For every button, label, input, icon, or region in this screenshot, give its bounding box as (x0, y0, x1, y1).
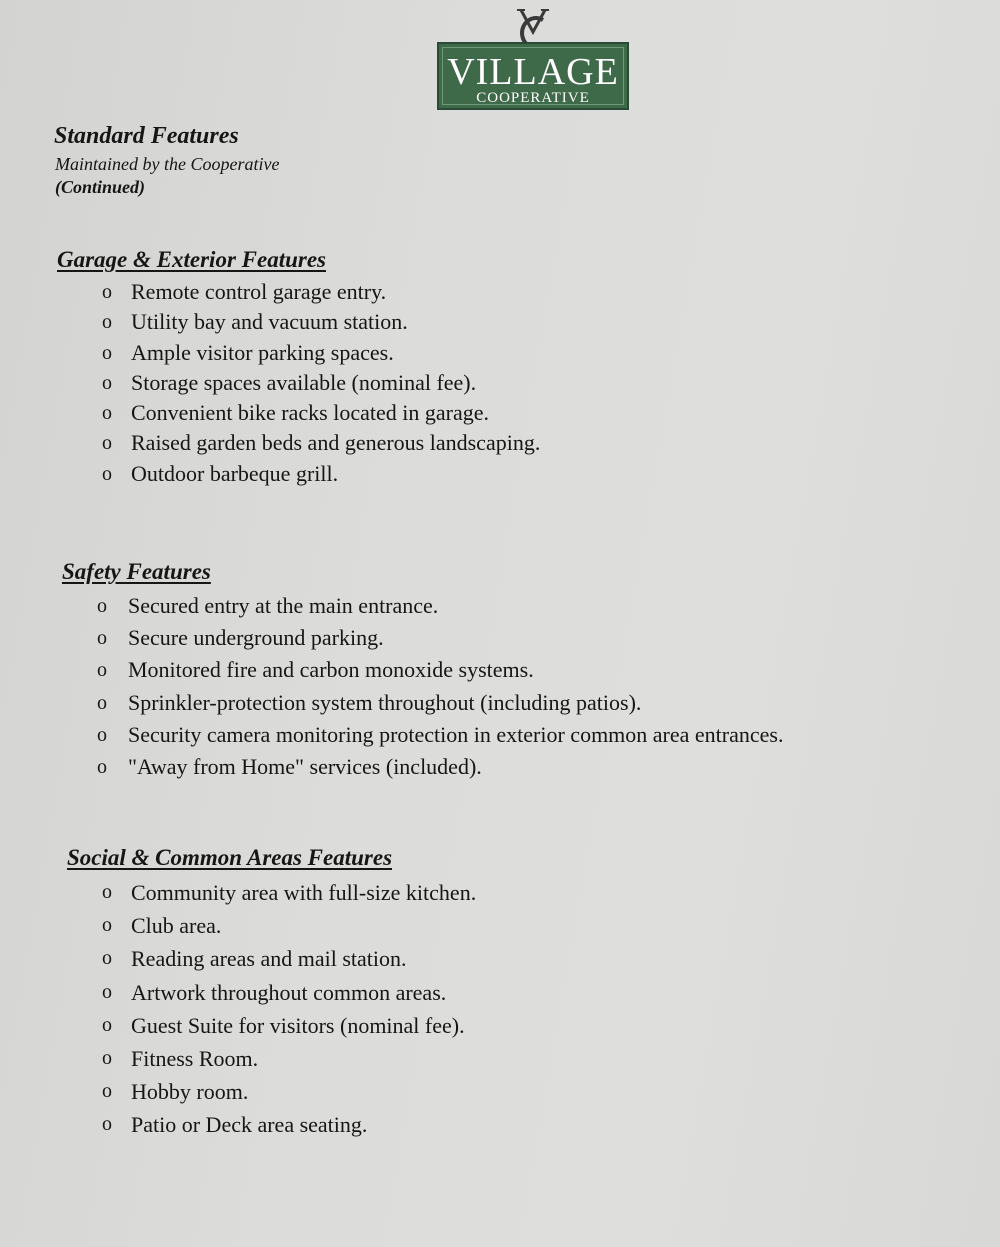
list-item (92, 654, 534, 686)
section-heading: Garage & Exterior Features (57, 247, 326, 272)
bullet-marker: o (102, 1013, 112, 1036)
list-item-text: Outdoor barbeque grill. (131, 460, 339, 486)
logo-word: VILLAGE (447, 51, 619, 93)
list-item-text: "Away from Home" services (included). (128, 753, 482, 779)
bullet-marker: o (97, 659, 107, 682)
list-item-text: Patio or Deck area seating. (131, 1112, 368, 1138)
list-item-text: Hobby room. (131, 1079, 249, 1105)
list-item (97, 1009, 465, 1042)
list-item (97, 1108, 392, 1141)
list-item-text: Secure underground parking. (128, 625, 384, 651)
bullet-marker: o (102, 980, 112, 1003)
bullet-marker: o (102, 402, 112, 425)
list-item (97, 876, 477, 909)
section-heading: Safety Features (62, 559, 211, 584)
list-item-text: Monitored fire and carbon monoxide systems. (128, 657, 534, 683)
list-item (97, 976, 447, 1009)
list-item-text: Guest Suite for visitors (nominal fee). (131, 1012, 465, 1038)
bullet-marker: o (102, 462, 112, 485)
document-title: Standard Features (54, 123, 239, 149)
list-item-text: Raised garden beds and generous landscaping. (131, 430, 541, 456)
bullet-list (97, 876, 477, 1142)
list-item (92, 719, 784, 751)
list-item-text: Remote control garage entry. (131, 279, 387, 304)
social-common-areas-section (67, 843, 477, 1142)
list-item (97, 398, 489, 428)
bullet-marker: o (102, 1113, 112, 1136)
list-item-text: Fitness Room. (131, 1045, 259, 1071)
list-item-text: Sprinkler-protection system throughout (including patios). (128, 689, 642, 715)
list-item-text: Artwork throughout common areas. (131, 979, 447, 1005)
continued-note: (Continued) (55, 177, 146, 197)
list-item (97, 338, 394, 368)
bullet-marker: o (102, 947, 112, 970)
logo-subword: COOPERATIVE (476, 90, 590, 106)
garage-exterior-section (57, 245, 541, 489)
bullet-marker: o (102, 311, 112, 334)
list-item (92, 687, 642, 719)
list-item (97, 307, 408, 337)
list-item (97, 1075, 392, 1108)
list-item (97, 428, 541, 458)
bullet-marker: o (102, 1080, 112, 1103)
list-item (97, 277, 387, 307)
bullet-marker: o (102, 1046, 112, 1069)
bullet-marker: o (97, 595, 107, 617)
list-item-text: Reading areas and mail station. (131, 946, 407, 972)
village-cooperative-logo (437, 6, 631, 111)
list-item (97, 459, 339, 489)
list-item (97, 909, 392, 942)
bullet-marker: o (102, 432, 112, 455)
bullet-list (97, 277, 541, 489)
bullet-marker: o (97, 723, 107, 746)
list-item-text: Utility bay and vacuum station. (131, 309, 408, 335)
bullet-marker: o (102, 371, 112, 394)
list-item-text: Convenient bike racks located in garage. (131, 400, 489, 426)
bullet-marker: o (97, 691, 107, 714)
logo-badge (437, 42, 629, 110)
list-item (97, 368, 477, 398)
list-item (97, 1042, 392, 1075)
document-subtitle: Maintained by the Cooperative (55, 154, 280, 174)
bullet-marker: o (97, 627, 107, 650)
list-item (97, 942, 407, 975)
bullet-marker: o (102, 341, 112, 364)
section-heading: Social & Common Areas Features (67, 845, 393, 870)
list-item-text: Security camera monitoring protection in exterior common area entrances. (128, 721, 784, 747)
bullet-list (92, 590, 784, 783)
bullet-marker: o (102, 281, 112, 303)
list-item-text: Community area with full-size kitchen. (131, 880, 477, 905)
list-item-text: Ample visitor parking spaces. (131, 339, 394, 365)
list-item (92, 751, 482, 783)
bullet-marker: o (97, 755, 107, 778)
list-item (92, 590, 439, 622)
list-item-text: Storage spaces available (nominal fee). (131, 369, 477, 395)
safety-section (62, 557, 784, 783)
list-item-text: Secured entry at the main entrance. (128, 593, 439, 618)
list-item-text: Club area. (131, 913, 222, 939)
bullet-marker: o (102, 881, 112, 903)
bullet-marker: o (102, 914, 112, 937)
list-item (92, 622, 384, 654)
